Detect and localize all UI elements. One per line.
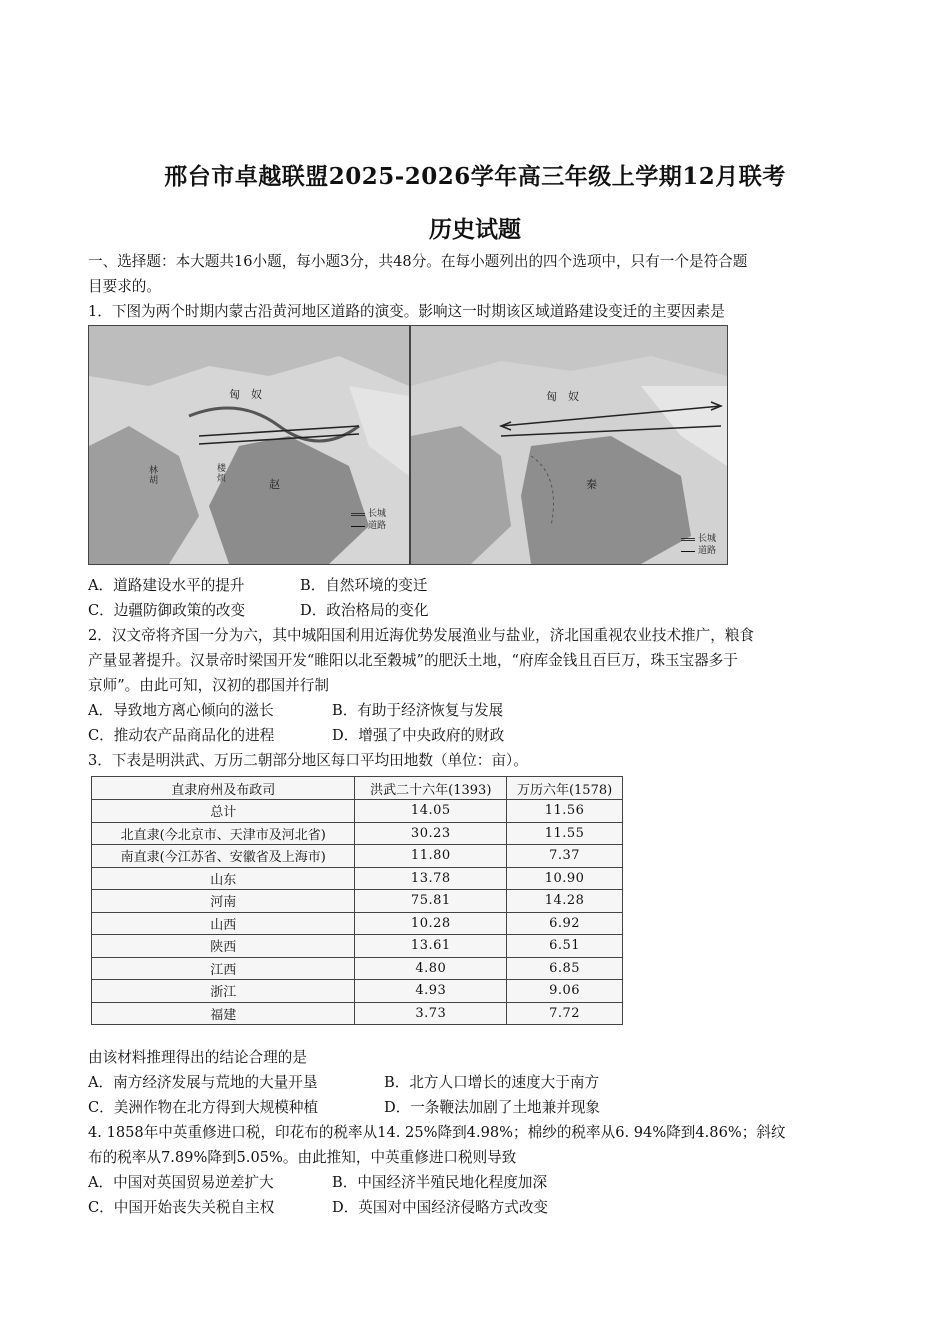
table-cell-1393: 11.80 xyxy=(355,845,507,868)
instructions-line-1: 一、选择题：本大题共16小题，每小题3分，共48分。在每小题列出的四个选项中，只有一个是符合题 xyxy=(88,253,748,270)
table-cell-1578: 6.85 xyxy=(507,957,623,980)
table-cell-region: 总计 xyxy=(92,800,355,823)
table-cell-1393: 30.23 xyxy=(355,822,507,845)
table-cell-1578: 11.56 xyxy=(507,800,623,823)
q2-option-b: B．有助于经济恢复与发展 xyxy=(332,702,504,719)
table-cell-1578: 10.90 xyxy=(507,867,623,890)
q1-option-d: D．政治格局的变化 xyxy=(300,602,429,619)
table-cell-1578: 6.92 xyxy=(507,912,623,935)
table-cell-1578: 14.28 xyxy=(507,890,623,913)
table-cell-1393: 4.80 xyxy=(355,957,507,980)
q2-line-2: 产量显著提升。汉景帝时梁国开发“睢阳以北至穀城”的肥沃土地，“府库金钱且百巨万，珠玉宝器多于 xyxy=(88,652,738,669)
instructions-line-2: 目要求的。 xyxy=(88,278,161,295)
table-cell-1578: 7.37 xyxy=(507,845,623,868)
legend-wall-label: 长城 xyxy=(698,534,717,544)
map-left-legend xyxy=(351,508,386,532)
legend-road-label: 道路 xyxy=(368,521,387,531)
q1-stem: 1．下图为两个时期内蒙古沿黄河地区道路的演变。影响这一时期该区域道路建设变迁的主要因素是 xyxy=(88,303,725,320)
table-cell-1393: 10.28 xyxy=(355,912,507,935)
q4-option-b: B．中国经济半殖民地化程度加深 xyxy=(332,1174,548,1191)
table-cell-region: 山西 xyxy=(92,912,355,935)
table-cell-1393: 75.81 xyxy=(355,890,507,913)
table-header-region: 直隶府州及布政司 xyxy=(92,777,355,800)
map-right-terrain xyxy=(411,326,727,564)
table-cell-1393: 3.73 xyxy=(355,1002,507,1025)
map-left-label-zhao: 赵 xyxy=(269,478,280,491)
q4-option-c: C．中国开始丧失关税自主权 xyxy=(88,1199,275,1216)
table-row xyxy=(92,845,623,868)
q4-option-a: A．中国对英国贸易逆差扩大 xyxy=(88,1174,274,1191)
legend-wall-swatch xyxy=(351,513,365,516)
map-left-label-xiongnu: 匈 奴 xyxy=(229,388,262,401)
q1-maps xyxy=(88,325,726,563)
legend-road-swatch xyxy=(351,526,365,527)
table-row xyxy=(92,980,623,1003)
q4-option-d: D．英国对中国经济侵略方式改变 xyxy=(332,1199,549,1216)
q3-option-b: B．北方人口增长的速度大于南方 xyxy=(384,1074,600,1091)
map-right xyxy=(410,325,728,565)
map-left xyxy=(88,325,410,565)
q3-option-d: D．一条鞭法加剧了土地兼并现象 xyxy=(384,1099,601,1116)
table-row xyxy=(92,957,623,980)
table-cell-region: 陕西 xyxy=(92,935,355,958)
q2-line-3: 京师”。由此可知，汉初的郡国并行制 xyxy=(88,677,329,694)
table-cell-region: 山东 xyxy=(92,867,355,890)
legend-road-swatch xyxy=(681,551,695,552)
map-right-legend xyxy=(681,533,716,557)
table-cell-1578: 11.55 xyxy=(507,822,623,845)
map-left-label-linhu: 林胡 xyxy=(149,466,159,486)
q3-table xyxy=(91,776,623,1025)
table-header-1393: 洪武二十六年(1393) xyxy=(355,777,507,800)
table-cell-1578: 6.51 xyxy=(507,935,623,958)
q3-stem: 3．下表是明洪武、万历二朝部分地区每口平均田地数（单位：亩）。 xyxy=(88,752,528,769)
q2-option-a: A．导致地方离心倾向的滋长 xyxy=(88,702,274,719)
table-cell-region: 河南 xyxy=(92,890,355,913)
table-row xyxy=(92,867,623,890)
exam-subject: 历史试题 xyxy=(429,216,521,243)
table-cell-region: 北直隶(今北京市、天津市及河北省) xyxy=(92,822,355,845)
table-cell-region: 福建 xyxy=(92,1002,355,1025)
table-header-row xyxy=(92,777,623,800)
legend-wall-swatch xyxy=(681,538,695,541)
q4-line-2: 布的税率从7.89%降到5.05%。由此推知，中英重修进口税则导致 xyxy=(88,1149,517,1166)
q1-option-b: B．自然环境的变迁 xyxy=(300,577,428,594)
table-cell-1393: 13.78 xyxy=(355,867,507,890)
table-row xyxy=(92,935,623,958)
table-row xyxy=(92,800,623,823)
legend-road-label: 道路 xyxy=(698,546,717,556)
q2-option-d: D．增强了中央政府的财政 xyxy=(332,727,505,744)
table-cell-1578: 9.06 xyxy=(507,980,623,1003)
table-header-1578: 万历六年(1578) xyxy=(507,777,623,800)
q3-question: 由该材料推理得出的结论合理的是 xyxy=(88,1049,307,1066)
q1-option-a: A．道路建设水平的提升 xyxy=(88,577,245,594)
table-cell-region: 江西 xyxy=(92,957,355,980)
table-row xyxy=(92,1002,623,1025)
table-row xyxy=(92,822,623,845)
q2-line-1: 2．汉文帝将齐国一分为六，其中城阳国利用近海优势发展渔业与盐业，济北国重视农业技术推广，粮食 xyxy=(88,627,755,644)
map-right-label-qin: 秦 xyxy=(586,478,597,491)
q3-option-c: C．美洲作物在北方得到大规模种植 xyxy=(88,1099,319,1116)
table-cell-region: 南直隶(今江苏省、安徽省及上海市) xyxy=(92,845,355,868)
table-cell-1393: 14.05 xyxy=(355,800,507,823)
q1-option-c: C．边疆防御政策的改变 xyxy=(88,602,246,619)
exam-title: 邢台市卓越联盟2025-2026学年高三年级上学期12月联考 xyxy=(164,163,786,190)
table-cell-region: 浙江 xyxy=(92,980,355,1003)
map-right-label-xiongnu: 匈 奴 xyxy=(546,390,579,403)
map-left-label-loufan: 楼烦 xyxy=(217,464,227,484)
table-cell-1393: 4.93 xyxy=(355,980,507,1003)
table-row xyxy=(92,912,623,935)
table-cell-1578: 7.72 xyxy=(507,1002,623,1025)
table-cell-1393: 13.61 xyxy=(355,935,507,958)
legend-wall-label: 长城 xyxy=(368,509,387,519)
q3-option-a: A．南方经济发展与荒地的大量开垦 xyxy=(88,1074,318,1091)
table-row xyxy=(92,890,623,913)
q2-option-c: C．推动农产品商品化的进程 xyxy=(88,727,275,744)
q4-line-1: 4. 1858年中英重修进口税，印花布的税率从14. 25%降到4.98%；棉纱的税率从6. 94%降到4.86%；斜纹 xyxy=(88,1124,786,1141)
